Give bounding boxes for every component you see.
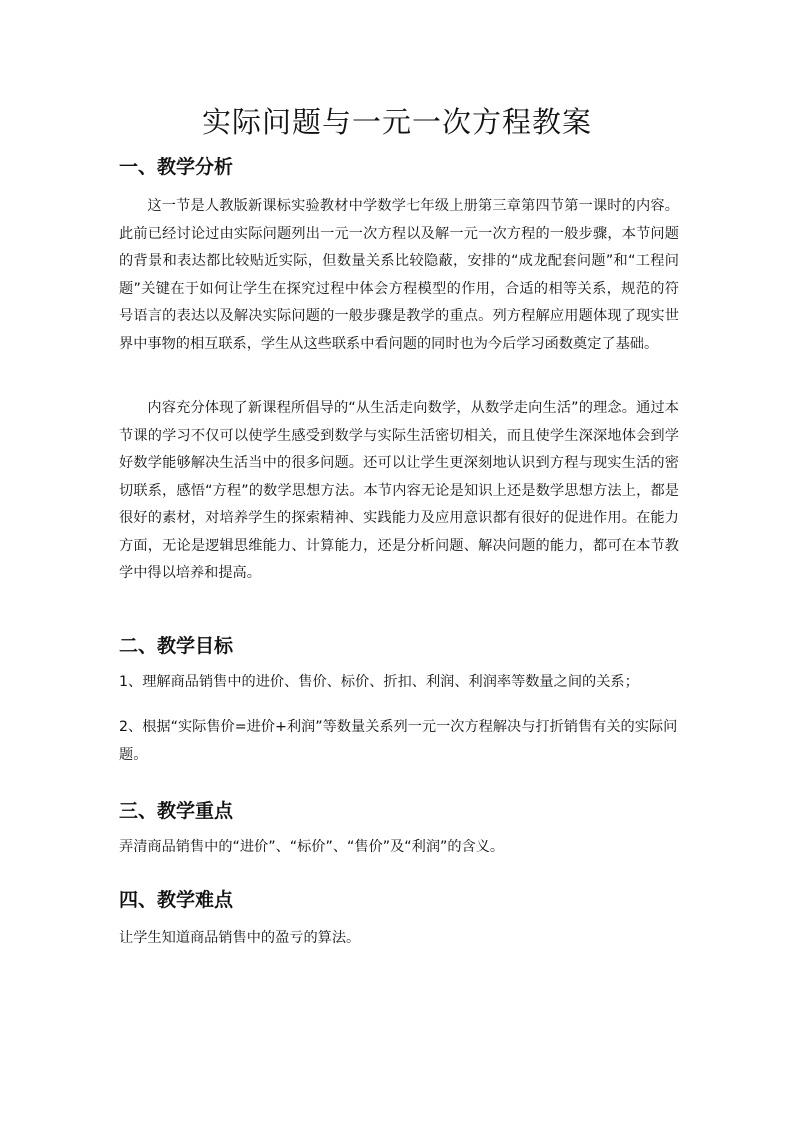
section-heading-difficulties: 四、教学难点 [119,889,234,911]
analysis-paragraph-2: 内容充分体现了新课程所倡导的“从生活走向数学，从数学走向生活”的理念。通过本节课的学习不仅可以使学生感受到数学与实际生活密切相关，而且使学生深深地体会到学好数学能够解决生活当中的很多问题。还可以让学生更深刻地认识到方程与现实生活的密切联系，感悟“方程”的数学思想方法。本节内容无论是知识上还是数学思想方法上，都是很好的素材，对培养学生的探索精神、实践能力及应用意识都有很好的促进作用。在能力方面，无论是逻辑思维能力、计算能力，还是分析问题、解决问题的能力，都可在本节教学中得以培养和提高。 [119,400,679,581]
section-heading-objectives: 二、教学目标 [119,635,234,657]
document-title: 实际问题与一元一次方程教案 [201,105,592,139]
key-points-text: 弄清商品销售中的“进价”、“标价”、“售价”及“利润”的含义。 [119,839,505,855]
section-heading-key-points: 三、教学重点 [119,800,234,822]
section-heading-analysis: 一、教学分析 [119,156,234,178]
objective-item-1: 1、理解商品销售中的进价、售价、标价、折扣、利润、利润率等数量之间的关系； [119,674,639,690]
difficulties-text: 让学生知道商品销售中的盈亏的算法。 [119,930,361,946]
analysis-paragraph-1: 这一节是人教版新课标实验教材中学数学七年级上册第三章第四节第一课时的内容。此前已经讨论过由实际问题列出一元一次方程以及解一元一次方程的一般步骤，本节问题的背景和表达都比较贴近实际，但数量关系比较隐蔽，安排的“成龙配套问题”和“工程问题”关键在于如何让学生在探究过程中体会方程模型的作用，合适的相等关系，规范的符号语言的表达以及解决实际问题的一般步骤是教学的重点。列方程解应用题体现了现实世界中事物的相互联系，学生从这些联系中看问题的同时也为今后学习函数奠定了基础。 [119,198,679,352]
objective-item-2: 2、根据“实际售价=进价+利润”等数量关系列一元一次方程解决与打折销售有关的实际问题。 [119,719,678,763]
